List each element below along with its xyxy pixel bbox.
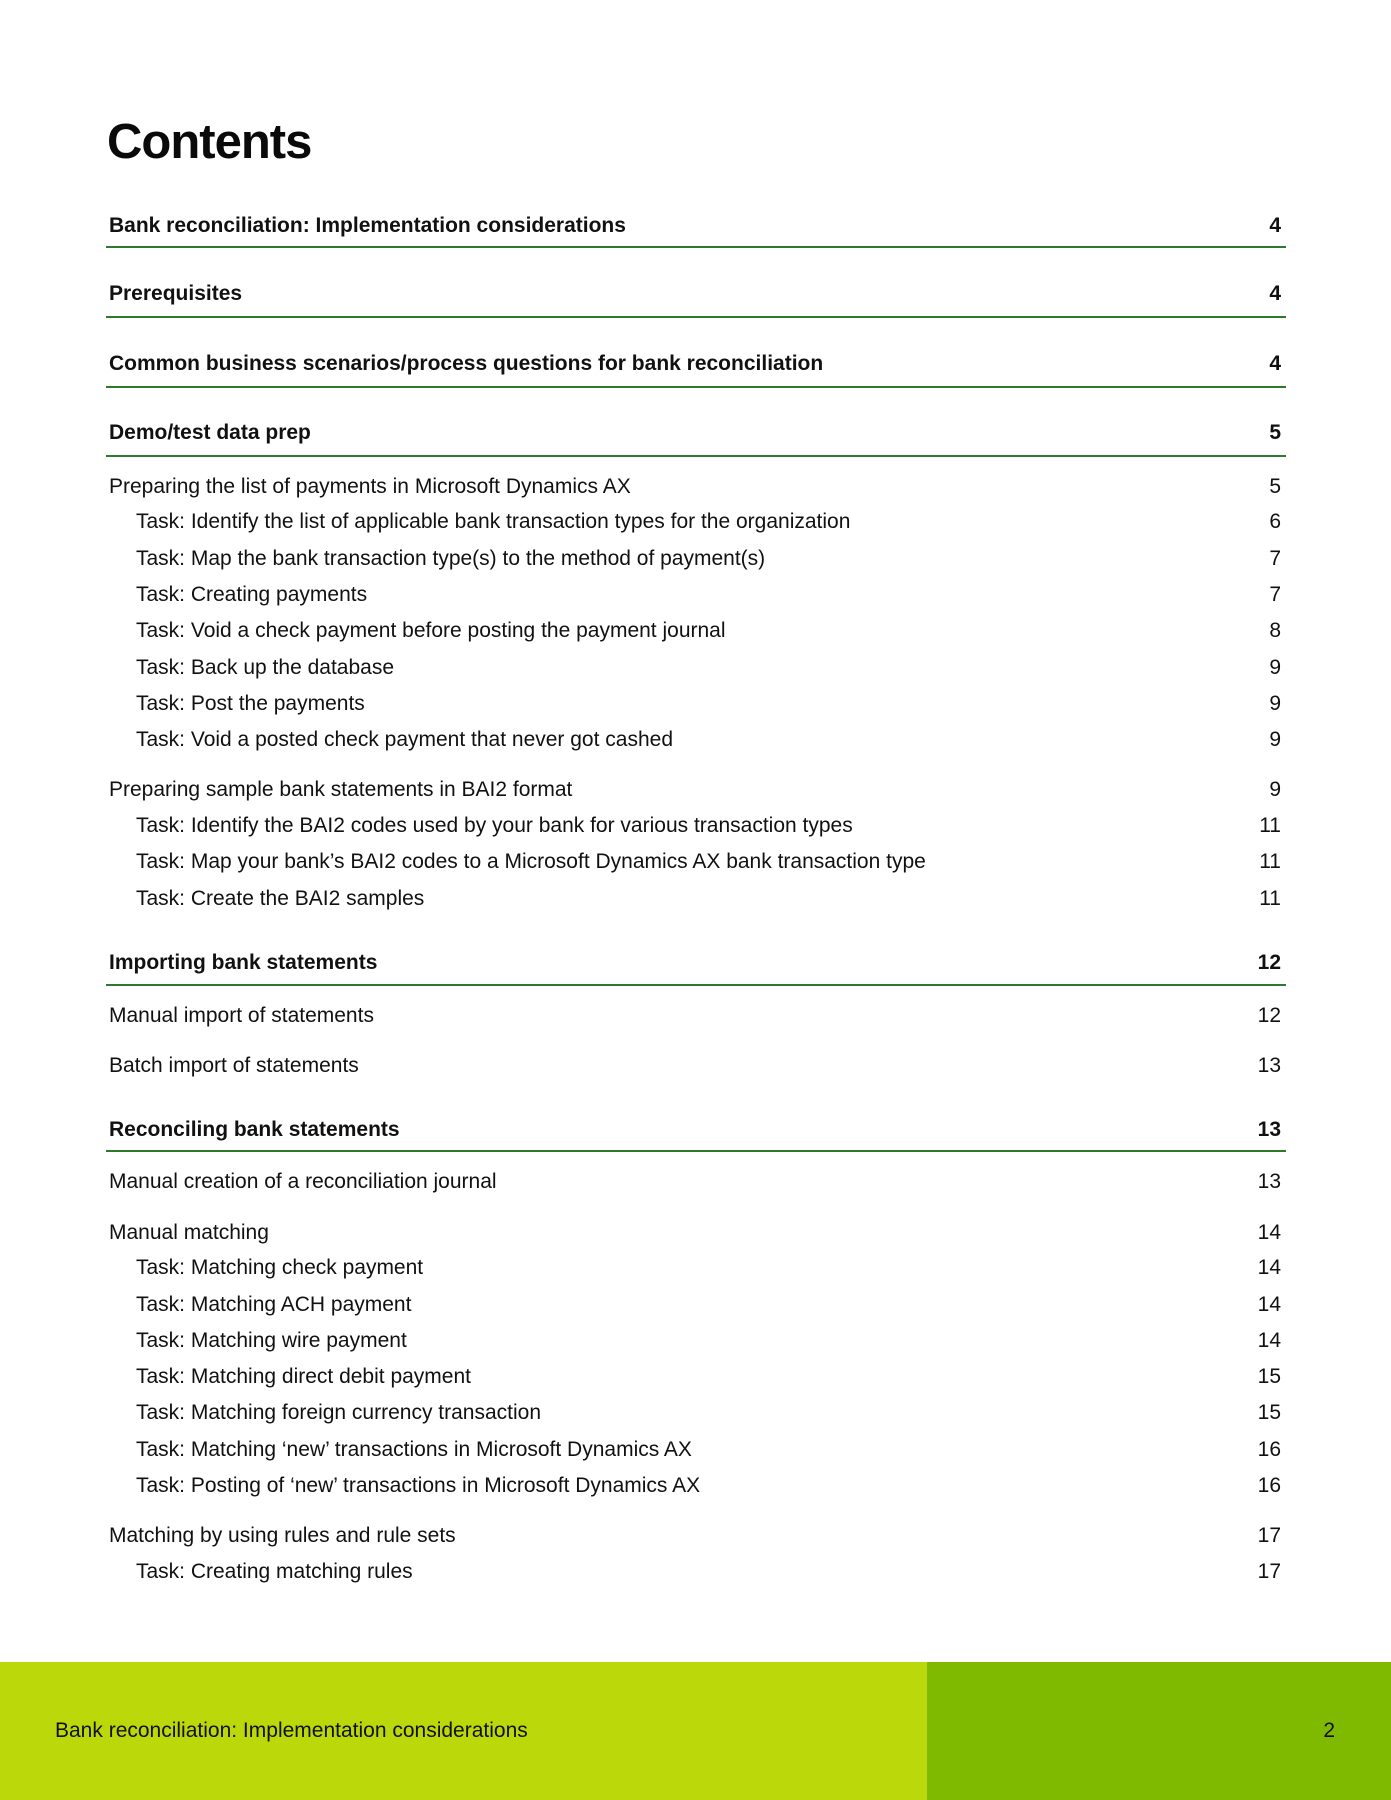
toc-entry-page: 5 [1269, 475, 1281, 498]
toc-entry-page: 16 [1257, 1474, 1281, 1497]
toc-entry-page: 17 [1257, 1524, 1281, 1547]
toc-entry-page: 14 [1257, 1329, 1281, 1352]
toc-entry-label: Task: Matching direct debit payment [136, 1365, 471, 1388]
page-title: Contents [107, 115, 312, 169]
toc-entry-section[interactable] [109, 1218, 1281, 1248]
toc-entry-page: 13 [1257, 1054, 1281, 1077]
toc-entry-label: Task: Creating payments [136, 583, 368, 606]
toc-entry-major[interactable] [109, 418, 1281, 448]
toc-entry-major[interactable] [109, 349, 1281, 379]
toc-entry-label: Task: Matching check payment [136, 1256, 424, 1279]
toc-entry-task[interactable] [136, 507, 1281, 537]
footer-title-band [0, 1662, 927, 1800]
toc-entry-task[interactable] [136, 725, 1281, 755]
footer-page-band [927, 1662, 1391, 1800]
toc-entry-page: 7 [1269, 583, 1281, 606]
toc-entry-label: Manual matching [109, 1221, 269, 1244]
toc-entry-major[interactable] [109, 1115, 1281, 1145]
toc-entry-page: 9 [1269, 728, 1281, 751]
toc-entry-page: 11 [1259, 814, 1281, 837]
toc-entry-label: Task: Void a posted check payment that never got cashed [136, 728, 673, 751]
toc-entry-task[interactable] [136, 1471, 1281, 1501]
toc-entry-page: 4 [1269, 352, 1281, 375]
toc-entry-label: Task: Creating matching rules [136, 1560, 413, 1583]
toc-entry-page: 9 [1269, 778, 1281, 801]
toc-entry-page: 7 [1269, 547, 1281, 570]
toc-entry-task[interactable] [136, 1290, 1281, 1320]
toc-entry-page: 12 [1257, 1004, 1281, 1027]
toc-entry-label: Task: Void a check payment before posting the payment journal [136, 619, 726, 642]
toc-entry-label: Task: Map your bank’s BAI2 codes to a Microsoft Dynamics AX bank transaction type [136, 850, 926, 873]
section-divider [106, 386, 1286, 388]
toc-entry-page: 11 [1259, 887, 1281, 910]
toc-entry-task[interactable] [136, 1253, 1281, 1283]
toc-entry-major[interactable] [109, 279, 1281, 309]
toc-entry-label: Common business scenarios/process questions for bank reconciliation [109, 352, 824, 375]
toc-entry-page: 14 [1257, 1221, 1281, 1244]
toc-entry-label: Task: Matching wire payment [136, 1329, 407, 1352]
toc-entry-page: 9 [1269, 656, 1281, 679]
toc-entry-task[interactable] [136, 1362, 1281, 1392]
toc-entry-page: 15 [1257, 1365, 1281, 1388]
toc-entry-label: Prerequisites [109, 282, 243, 305]
toc-entry-label: Bank reconciliation: Implementation considerations [109, 214, 626, 237]
toc-entry-page: 4 [1269, 282, 1281, 305]
section-divider [106, 316, 1286, 318]
toc-entry-major[interactable] [109, 211, 1281, 241]
toc-entry-page: 14 [1257, 1256, 1281, 1279]
toc-entry-page: 5 [1269, 421, 1281, 444]
toc-entry-label: Demo/test data prep [109, 421, 311, 444]
toc-entry-label: Matching by using rules and rule sets [109, 1524, 456, 1547]
toc-entry-label: Task: Matching ACH payment [136, 1293, 412, 1316]
section-divider [106, 1150, 1286, 1152]
toc-entry-page: 15 [1257, 1401, 1281, 1424]
toc-entry-label: Preparing the list of payments in Microsoft Dynamics AX [109, 475, 631, 498]
toc-entry-task[interactable] [136, 1435, 1281, 1465]
toc-entry-label: Task: Identify the BAI2 codes used by your bank for various transaction types [136, 814, 853, 837]
toc-entry-task[interactable] [136, 884, 1281, 914]
toc-entry-label: Task: Create the BAI2 samples [136, 887, 425, 910]
toc-entry-task[interactable] [136, 689, 1281, 719]
toc-entry-task[interactable] [136, 1398, 1281, 1428]
toc-entry-page: 13 [1257, 1170, 1281, 1193]
toc-entry-label: Task: Post the payments [136, 692, 365, 715]
toc-entry-section[interactable] [109, 1521, 1281, 1551]
toc-entry-task[interactable] [136, 616, 1281, 646]
toc-entry-page: 17 [1257, 1560, 1281, 1583]
toc-entry-label: Manual creation of a reconciliation journal [109, 1170, 497, 1193]
toc-entry-section[interactable] [109, 1051, 1281, 1081]
toc-entry-section[interactable] [109, 472, 1281, 502]
toc-entry-label: Task: Map the bank transaction type(s) to the method of payment(s) [136, 547, 766, 570]
footer-page-number: 2 [1323, 1719, 1335, 1742]
toc-entry-label: Reconciling bank statements [109, 1118, 400, 1141]
toc-entry-task[interactable] [136, 1326, 1281, 1356]
toc-entry-task[interactable] [136, 653, 1281, 683]
toc-entry-page: 11 [1259, 850, 1281, 873]
toc-entry-label: Batch import of statements [109, 1054, 359, 1077]
footer-document-title: Bank reconciliation: Implementation considerations [55, 1719, 528, 1742]
page-footer [0, 1662, 1391, 1800]
toc-entry-task[interactable] [136, 580, 1281, 610]
toc-entry-label: Manual import of statements [109, 1004, 374, 1027]
toc-entry-task[interactable] [136, 1557, 1281, 1587]
toc-entry-label: Task: Back up the database [136, 656, 394, 679]
toc-entry-label: Task: Matching ‘new’ transactions in Microsoft Dynamics AX [136, 1438, 692, 1461]
toc-entry-label: Task: Posting of ‘new’ transactions in Microsoft Dynamics AX [136, 1474, 701, 1497]
section-divider [106, 984, 1286, 986]
toc-entry-page: 4 [1269, 214, 1281, 237]
toc-entry-page: 6 [1269, 510, 1281, 533]
toc-entry-task[interactable] [136, 544, 1281, 574]
toc-entry-section[interactable] [109, 1001, 1281, 1031]
toc-entry-label: Importing bank statements [109, 951, 378, 974]
toc-entry-section[interactable] [109, 775, 1281, 805]
toc-entry-label: Task: Identify the list of applicable bank transaction types for the organization [136, 510, 851, 533]
toc-entry-page: 9 [1269, 692, 1281, 715]
toc-entry-task[interactable] [136, 847, 1281, 877]
toc-entry-page: 8 [1269, 619, 1281, 642]
toc-entry-label: Task: Matching foreign currency transaction [136, 1401, 542, 1424]
section-divider [106, 246, 1286, 248]
toc-entry-label: Preparing sample bank statements in BAI2 format [109, 778, 573, 801]
toc-entry-task[interactable] [136, 811, 1281, 841]
toc-entry-page: 12 [1257, 951, 1281, 974]
toc-entry-page: 16 [1257, 1438, 1281, 1461]
toc-entry-page: 13 [1257, 1118, 1281, 1141]
section-divider [106, 455, 1286, 457]
toc-entry-major[interactable] [109, 948, 1281, 978]
toc-entry-page: 14 [1257, 1293, 1281, 1316]
toc-entry-section[interactable] [109, 1167, 1281, 1197]
